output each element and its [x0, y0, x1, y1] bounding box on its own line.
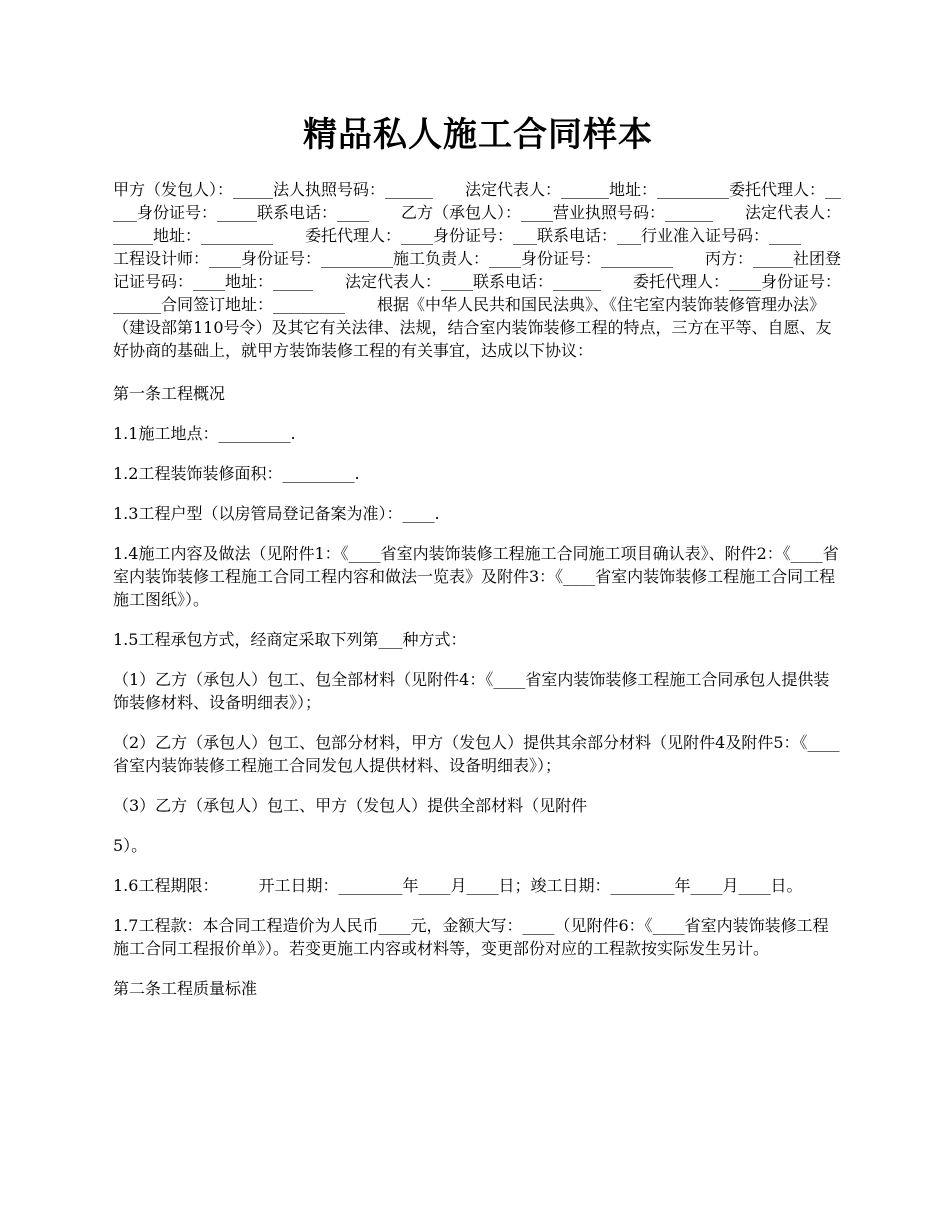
clause-1-5: 1.5工程承包方式，经商定采取下列第___种方式：	[113, 630, 467, 649]
document-page	[113, 110, 843, 1017]
clause-1-3: 1.3工程户型（以房管局登记备案为准）：____.	[113, 504, 440, 523]
clause-1-2: 1.2工程装饰装修面积：_________.	[113, 464, 360, 483]
document-title: 精品私人施工合同样本	[303, 115, 653, 155]
article-2-heading: 第二条工程质量标准	[113, 979, 258, 998]
option-3: （3）乙方（承包人）包工、甲方（发包人）提供全部材料（见附件	[113, 796, 588, 815]
clause-1-1: 1.1施工地点：_________.	[113, 424, 296, 443]
contract-parties-intro: 甲方（发包人）：_____法人执照号码：______ 法定代表人：______地址：_________委托代理人：_____身份证号：_____联系电话：____ 乙方（承包人）：____营业执照号码：______ 法定代表人：_____地址：_________ 委托代理人：____身份证号：___联系电话：___行业准入证号码：____ 工程设计师：____身份证号：_________施工负责人：____身份证号：_________ 丙方：_____社团登记证号码：____地址：_____ 法定代表人：____联系电话：______ 委托代理人：____身份证号：______合同签订地址：_________ 根据《中华人民共和国民法典》、《住宅室内装饰装修管理办法》（建设部第110号令）及其它有关法律、法规，结合室内装饰装修工程的特点，三方在平等、自愿、友好协商的基础上，就甲方装饰装修工程的有关事宜，达成以下协议：	[113, 180, 842, 360]
option-2: （2）乙方（承包人）包工、包部分材料，甲方（发包人）提供其余部分材料（见附件4及附件5：《____省室内装饰装修工程施工合同发包人提供材料、设备明细表》）；	[113, 733, 840, 775]
clause-1-4: 1.4施工内容及做法（见附件1：《____省室内装饰装修工程施工合同施工项目确认表》、附件2：《____省室内装饰装修工程施工合同工程内容和做法一览表》及附件3：《____省室内装饰装修工程施工合同工程施工图纸》）。	[113, 544, 839, 609]
clause-1-6: 1.6工程期限： 开工日期：________年____月____日；竣工日期：________年____月____日。	[113, 876, 803, 895]
clause-1-7: 1.7工程款：本合同工程造价为人民币____元，金额大写：____（见附件6：《____省室内装饰装修工程施工合同工程报价单》）。若变更施工内容或材料等，变更部份对应的工程款按实际发生另计。	[113, 916, 829, 958]
option-1: （1）乙方（承包人）包工、包全部材料（见附件4：《____省室内装饰装修工程施工合同承包人提供装饰装修材料、设备明细表》）；	[113, 670, 830, 712]
article-1-heading: 第一条工程概况	[113, 384, 226, 403]
option-3-continued: 5）。	[113, 836, 148, 855]
